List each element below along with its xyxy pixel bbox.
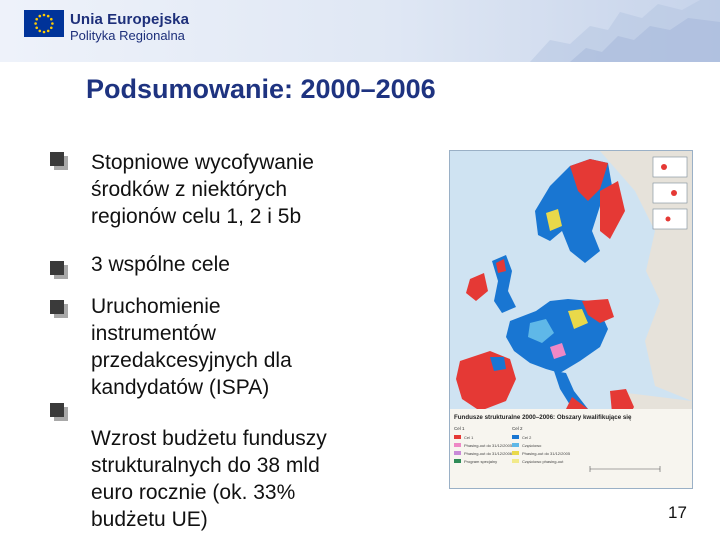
legend-cel2-header: Cel 2 bbox=[512, 426, 523, 431]
legend-cel1-header: Cel 1 bbox=[454, 426, 465, 431]
bullet-marker-icon bbox=[50, 300, 64, 314]
legend-item: Phasing-out do 31/12/2005 bbox=[464, 443, 513, 448]
map-title: Fundusze strukturalne 2000–2006: Obszary kwalifikujące się bbox=[454, 414, 632, 421]
legend-item: Phasing-out do 31/12/2006 bbox=[464, 451, 513, 456]
header-banner bbox=[0, 0, 720, 62]
bullet-text: Uruchomienie instrumentów przedakcesyjnych dla kandydatów (ISPA) bbox=[91, 295, 292, 399]
bullet-marker-icon bbox=[50, 152, 64, 166]
bullet-marker-icon bbox=[50, 403, 64, 417]
bullet-text: Stopniowe wycofywanie środków z niektórych regionów celu 1, 2 i 5b bbox=[91, 151, 314, 228]
europe-eligibility-map bbox=[450, 151, 692, 488]
eu-flag-icon bbox=[24, 10, 64, 37]
legend-item: Częściowo phasing-out bbox=[522, 459, 564, 464]
brand-subtitle: Polityka Regionalna bbox=[70, 28, 185, 43]
legend-item: Cel 2 bbox=[522, 435, 532, 440]
legend-item: Cel 1 bbox=[464, 435, 474, 440]
bullet-text: 3 wspólne cele bbox=[91, 253, 230, 276]
legend-item: Program specjalny bbox=[464, 459, 498, 464]
slide-title: Podsumowanie: 2000–2006 bbox=[86, 74, 436, 104]
legend-item: Phasing-out do 31/12/2005 bbox=[522, 451, 571, 456]
legend-item: Częściowo bbox=[522, 443, 542, 448]
bullet-text: Wzrost budżetu funduszy strukturalnych do 38 mld euro rocznie (ok. 33% budżetu UE) bbox=[91, 427, 327, 531]
bullet-marker-icon bbox=[50, 261, 64, 275]
europe-map-watermark bbox=[420, 0, 720, 62]
structural-funds-map bbox=[449, 150, 693, 489]
brand-title: Unia Europejska bbox=[70, 11, 190, 28]
page-number: 17 bbox=[668, 503, 687, 522]
